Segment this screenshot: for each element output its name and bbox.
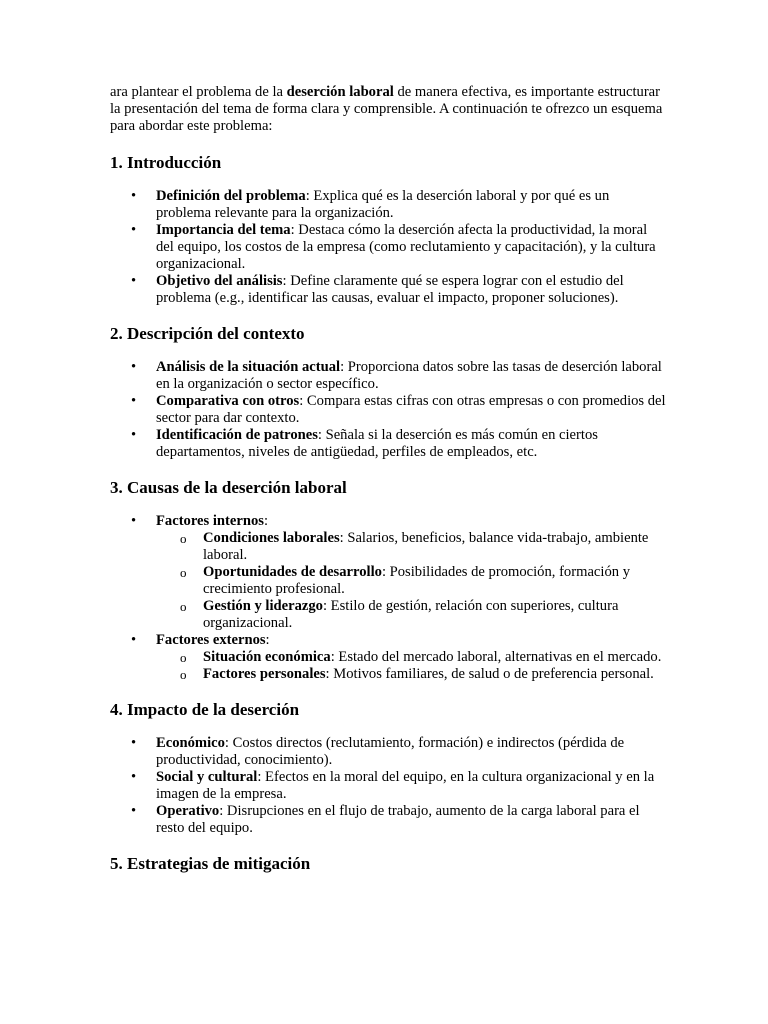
item-text: : Salarios, beneficios, balance vida-trabajo, ambiente laboral. bbox=[203, 530, 649, 563]
item-term: Operativo bbox=[156, 803, 220, 819]
list-item bbox=[156, 222, 666, 273]
intro-text-post: de manera efectiva, es importante estructurar la presentación del tema de forma clara y comprensible. A continuación te ofrezco un esquema para abordar este problema: bbox=[110, 84, 663, 134]
item-term: Factores externos bbox=[156, 632, 266, 648]
section-list-contexto bbox=[110, 359, 666, 461]
item-term: Condiciones laborales bbox=[203, 530, 340, 546]
section-heading-contexto: 2. Descripción del contexto bbox=[110, 324, 305, 343]
sublist-item bbox=[203, 666, 666, 683]
item-text: : Estado del mercado laboral, alternativas en el mercado. bbox=[330, 649, 662, 665]
item-text: : bbox=[263, 513, 269, 529]
item-text: : Motivos familiares, de salud o de preferencia personal. bbox=[325, 666, 654, 682]
item-text: : Destaca cómo la deserción afecta la productividad, la moral del equipo, los costos de la empresa (como reclutamiento y capacitación), y la cultura organizacional. bbox=[156, 222, 656, 272]
list-item bbox=[156, 513, 666, 632]
item-term: Factores personales bbox=[203, 666, 326, 682]
item-term: Económico bbox=[156, 735, 225, 751]
item-text: : Estilo de gestión, relación con superiores, cultura organizacional. bbox=[203, 598, 619, 631]
item-text: : Proporciona datos sobre las tasas de deserción laboral en la organización o sector específico. bbox=[156, 359, 662, 392]
item-term: Definición del problema bbox=[156, 188, 306, 204]
item-text: : Efectos en la moral del equipo, en la cultura organizacional y en la imagen de la empresa. bbox=[156, 769, 655, 802]
sublist-item bbox=[203, 649, 666, 666]
item-text: : Posibilidades de promoción, formación y crecimiento profesional. bbox=[203, 564, 630, 597]
item-text: : bbox=[265, 632, 270, 648]
sublist-item bbox=[203, 564, 666, 598]
section-heading-estrategias: 5. Estrategias de mitigación bbox=[110, 854, 311, 873]
list-item bbox=[156, 359, 666, 393]
list-item bbox=[156, 769, 666, 803]
item-term: Oportunidades de desarrollo bbox=[203, 564, 382, 580]
sublist-item bbox=[203, 598, 666, 632]
item-term: Objetivo del análisis bbox=[156, 273, 283, 289]
sublist-factores-internos bbox=[156, 530, 666, 632]
list-item bbox=[156, 632, 666, 683]
item-term: Factores internos bbox=[156, 513, 264, 529]
section-heading-introduccion: 1. Introducción bbox=[110, 153, 222, 172]
item-text: : Disrupciones en el flujo de trabajo, aumento de la carga laboral para el resto del equipo. bbox=[156, 803, 640, 836]
item-term: Importancia del tema bbox=[156, 222, 291, 238]
item-term: Comparativa con otros bbox=[156, 393, 300, 409]
item-text: : Define claramente qué se espera lograr con el estudio del problema (e.g., identificar las causas, evaluar el impacto, proponer soluciones). bbox=[156, 273, 624, 306]
intro-paragraph bbox=[110, 84, 666, 135]
item-text: : Señala si la deserción es más común en ciertos departamentos, niveles de antigüedad, perfiles de empleados, etc. bbox=[156, 427, 598, 460]
item-term: Identificación de patrones bbox=[156, 427, 318, 443]
list-item bbox=[156, 393, 666, 427]
item-term: Análisis de la situación actual bbox=[156, 359, 341, 375]
sublist-factores-externos bbox=[156, 649, 666, 683]
section-heading-impacto: 4. Impacto de la deserción bbox=[110, 700, 300, 719]
list-item bbox=[156, 188, 666, 222]
section-list-introduccion bbox=[110, 188, 666, 307]
sublist-item bbox=[203, 530, 666, 564]
item-text: : Costos directos (reclutamiento, formación) e indirectos (pérdida de productividad, conocimiento). bbox=[156, 735, 625, 768]
list-item bbox=[156, 427, 666, 461]
intro-text-bold: deserción laboral bbox=[286, 84, 394, 100]
item-term: Gestión y liderazgo bbox=[203, 598, 323, 614]
item-term: Situación económica bbox=[203, 649, 331, 665]
section-list-causas bbox=[110, 513, 666, 683]
list-item bbox=[156, 803, 666, 837]
intro-text-pre: ara plantear el problema de la bbox=[110, 84, 287, 100]
list-item bbox=[156, 273, 666, 307]
section-heading-causas: 3. Causas de la deserción laboral bbox=[110, 478, 347, 497]
item-term: Social y cultural bbox=[156, 769, 258, 785]
list-item bbox=[156, 735, 666, 769]
item-text: : Compara estas cifras con otras empresas o con promedios del sector para dar contexto. bbox=[156, 393, 666, 426]
document-page bbox=[110, 84, 666, 874]
section-list-impacto bbox=[110, 735, 666, 837]
item-text: : Explica qué es la deserción laboral y por qué es un problema relevante para la organización. bbox=[156, 188, 610, 221]
